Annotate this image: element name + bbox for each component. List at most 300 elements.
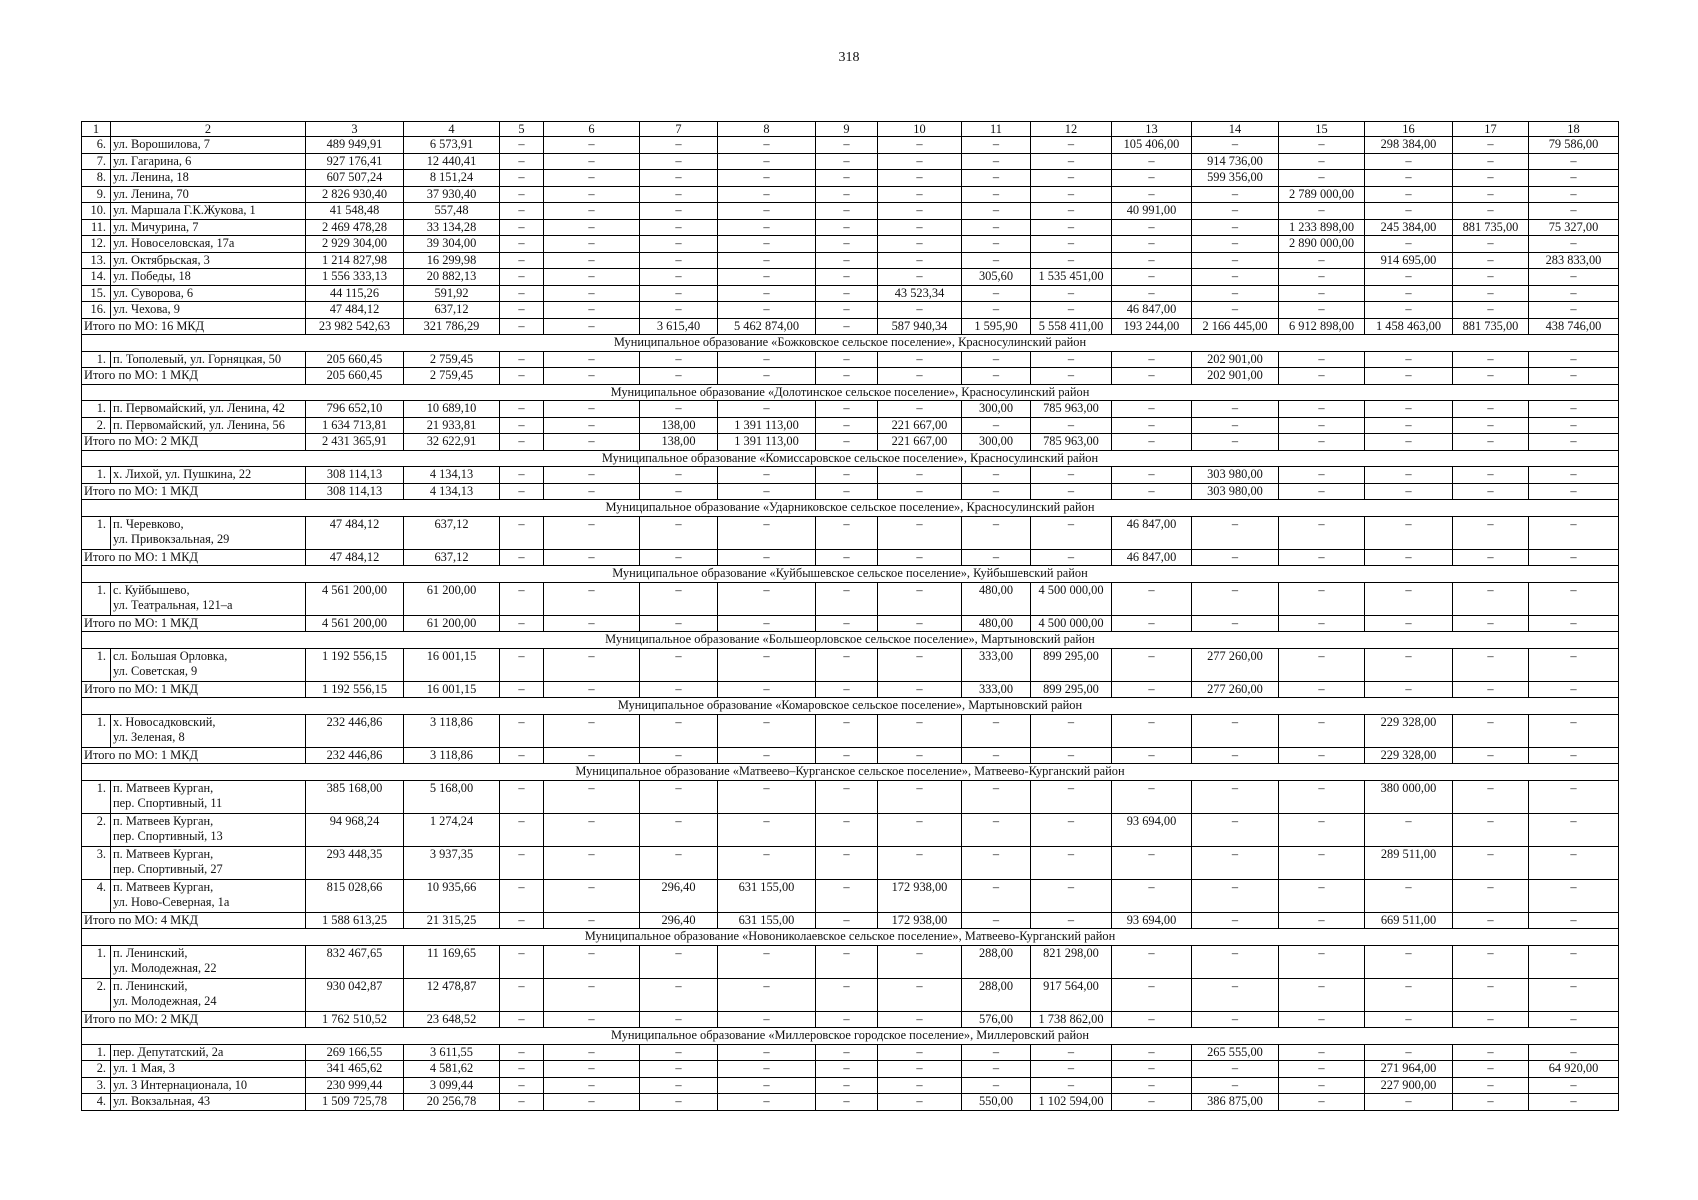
value-cell: – <box>1112 285 1192 302</box>
value-cell: 21 933,81 <box>404 417 500 434</box>
value-cell: – <box>1279 285 1365 302</box>
value-cell: – <box>500 203 544 220</box>
value-cell: 8 151,24 <box>404 170 500 187</box>
total-label: Итого по МО: 1 МКД <box>82 549 306 566</box>
total-value: – <box>500 747 544 764</box>
value-cell: – <box>544 516 640 549</box>
total-value: 5 558 411,00 <box>1031 318 1112 335</box>
total-value: – <box>718 549 816 566</box>
value-cell: – <box>1365 879 1453 912</box>
value-cell: – <box>718 1077 816 1094</box>
total-label: Итого по МО: 1 МКД <box>82 747 306 764</box>
value-cell: – <box>640 516 718 549</box>
value-cell: 550,00 <box>962 1094 1031 1111</box>
value-cell: – <box>544 1061 640 1078</box>
section-header-row <box>82 500 1619 517</box>
address-cell: п. Первомайский, ул. Ленина, 56 <box>111 417 306 434</box>
value-cell: – <box>1529 714 1619 747</box>
value-cell: – <box>1192 285 1279 302</box>
value-cell: 386 875,00 <box>1192 1094 1279 1111</box>
column-number: 13 <box>1112 122 1192 137</box>
total-value: – <box>962 368 1031 385</box>
total-value: – <box>500 483 544 500</box>
value-cell: – <box>878 153 962 170</box>
value-cell: – <box>544 186 640 203</box>
table-row <box>82 846 1619 879</box>
value-cell: – <box>1192 516 1279 549</box>
value-cell: – <box>962 1061 1031 1078</box>
value-cell: – <box>1453 351 1529 368</box>
value-cell: – <box>1279 302 1365 319</box>
value-cell: – <box>718 351 816 368</box>
value-cell: 271 964,00 <box>1365 1061 1453 1078</box>
table-row <box>82 137 1619 154</box>
value-cell: – <box>640 236 718 253</box>
total-value: 4 561 200,00 <box>306 615 404 632</box>
value-cell: – <box>1279 714 1365 747</box>
row-number: 15. <box>82 285 111 302</box>
row-number: 9. <box>82 186 111 203</box>
value-cell: – <box>1279 170 1365 187</box>
value-cell: – <box>544 252 640 269</box>
section-title: Муниципальное образование «Куйбышевское сельское поселение», Куйбышевский район <box>82 566 1619 583</box>
column-number: 17 <box>1453 122 1529 137</box>
total-value: – <box>500 434 544 451</box>
total-label: Итого по МО: 1 МКД <box>82 681 306 698</box>
total-value: 881 735,00 <box>1453 318 1529 335</box>
value-cell: – <box>718 846 816 879</box>
value-cell: 1 102 594,00 <box>1031 1094 1112 1111</box>
total-value: – <box>1279 615 1365 632</box>
value-cell: – <box>878 203 962 220</box>
total-value: – <box>1279 434 1365 451</box>
value-cell: 631 155,00 <box>718 879 816 912</box>
value-cell: – <box>1279 516 1365 549</box>
address-cell: х. Новосадковский, ул. Зеленая, 8 <box>111 714 306 747</box>
address-cell: ул. Октябрьская, 3 <box>111 252 306 269</box>
value-cell: 917 564,00 <box>1031 978 1112 1011</box>
total-value: – <box>1031 747 1112 764</box>
row-number: 1. <box>82 648 111 681</box>
total-value: 277 260,00 <box>1192 681 1279 698</box>
column-number-row <box>82 122 1619 137</box>
value-cell: – <box>1031 714 1112 747</box>
total-value: – <box>500 318 544 335</box>
value-cell: – <box>544 945 640 978</box>
value-cell: – <box>878 1061 962 1078</box>
address-cell: ул. Вокзальная, 43 <box>111 1094 306 1111</box>
value-cell: – <box>1192 1061 1279 1078</box>
value-cell: – <box>1112 780 1192 813</box>
value-cell: – <box>962 417 1031 434</box>
total-value: – <box>1031 483 1112 500</box>
value-cell: – <box>640 170 718 187</box>
address-cell: п. Черевково, ул. Привокзальная, 29 <box>111 516 306 549</box>
value-cell: – <box>1192 252 1279 269</box>
section-header-row <box>82 384 1619 401</box>
register-table <box>81 121 1619 1111</box>
column-number: 8 <box>718 122 816 137</box>
address-cell: ул. Гагарина, 6 <box>111 153 306 170</box>
total-value: – <box>1365 483 1453 500</box>
section-title: Муниципальное образование «Божковское сельское поселение», Красносулинский район <box>82 335 1619 352</box>
total-value: – <box>1453 747 1529 764</box>
total-value: – <box>1365 681 1453 698</box>
total-value: 202 901,00 <box>1192 368 1279 385</box>
value-cell: – <box>500 945 544 978</box>
address-cell: ул. Победы, 18 <box>111 269 306 286</box>
value-cell: 44 115,26 <box>306 285 404 302</box>
section-header-row <box>82 335 1619 352</box>
value-cell: – <box>1031 285 1112 302</box>
value-cell: – <box>544 269 640 286</box>
value-cell: – <box>1192 582 1279 615</box>
total-row <box>82 681 1619 698</box>
table-row <box>82 516 1619 549</box>
value-cell: – <box>1112 467 1192 484</box>
total-value: – <box>500 615 544 632</box>
value-cell: 227 900,00 <box>1365 1077 1453 1094</box>
value-cell: – <box>1279 203 1365 220</box>
total-value: 576,00 <box>962 1011 1031 1028</box>
value-cell: – <box>878 648 962 681</box>
value-cell: – <box>500 302 544 319</box>
total-value: 4 134,13 <box>404 483 500 500</box>
total-value: – <box>544 483 640 500</box>
value-cell: – <box>962 302 1031 319</box>
total-value: – <box>1529 1011 1619 1028</box>
value-cell: – <box>1192 203 1279 220</box>
value-cell: – <box>718 582 816 615</box>
value-cell: – <box>1453 170 1529 187</box>
value-cell: 3 937,35 <box>404 846 500 879</box>
address-cell: ул. Новоселовская, 17а <box>111 236 306 253</box>
value-cell: 914 736,00 <box>1192 153 1279 170</box>
value-cell: – <box>816 203 878 220</box>
total-value: – <box>1453 615 1529 632</box>
value-cell: 3 611,55 <box>404 1044 500 1061</box>
table-row <box>82 401 1619 418</box>
table-row <box>82 945 1619 978</box>
row-number: 3. <box>82 1077 111 1094</box>
total-value: 899 295,00 <box>1031 681 1112 698</box>
row-number: 1. <box>82 780 111 813</box>
total-value: – <box>640 1011 718 1028</box>
table-row <box>82 1077 1619 1094</box>
value-cell: – <box>1031 219 1112 236</box>
value-cell: – <box>816 285 878 302</box>
value-cell: – <box>1365 813 1453 846</box>
value-cell: – <box>1365 302 1453 319</box>
total-value: 1 762 510,52 <box>306 1011 404 1028</box>
total-value: – <box>1529 912 1619 929</box>
address-cell: п. Первомайский, ул. Ленина, 42 <box>111 401 306 418</box>
total-value: – <box>544 318 640 335</box>
value-cell: – <box>1453 153 1529 170</box>
value-cell: – <box>1112 1094 1192 1111</box>
value-cell: 39 304,00 <box>404 236 500 253</box>
value-cell: – <box>878 813 962 846</box>
value-cell: – <box>1112 1077 1192 1094</box>
value-cell: 832 467,65 <box>306 945 404 978</box>
value-cell: – <box>878 1044 962 1061</box>
value-cell: – <box>962 516 1031 549</box>
value-cell: – <box>1112 714 1192 747</box>
value-cell: – <box>640 467 718 484</box>
value-cell: – <box>500 137 544 154</box>
value-cell: – <box>1112 978 1192 1011</box>
value-cell: – <box>962 236 1031 253</box>
value-cell: – <box>1112 236 1192 253</box>
value-cell: – <box>1192 945 1279 978</box>
value-cell: – <box>718 1044 816 1061</box>
total-value: 229 328,00 <box>1365 747 1453 764</box>
total-value: – <box>500 1011 544 1028</box>
value-cell: – <box>718 1094 816 1111</box>
page-number: 318 <box>838 50 860 65</box>
value-cell: – <box>878 137 962 154</box>
table-row <box>82 252 1619 269</box>
table-row <box>82 1094 1619 1111</box>
value-cell: – <box>544 582 640 615</box>
value-cell: 12 478,87 <box>404 978 500 1011</box>
total-value: 232 446,86 <box>306 747 404 764</box>
value-cell: – <box>718 302 816 319</box>
value-cell: – <box>878 1094 962 1111</box>
table-row <box>82 219 1619 236</box>
value-cell: – <box>816 153 878 170</box>
row-number: 13. <box>82 252 111 269</box>
value-cell: – <box>1529 813 1619 846</box>
value-cell: – <box>878 302 962 319</box>
value-cell: – <box>1112 170 1192 187</box>
value-cell: – <box>816 846 878 879</box>
column-number: 15 <box>1279 122 1365 137</box>
row-number: 8. <box>82 170 111 187</box>
section-title: Муниципальное образование «Комиссаровское сельское поселение», Красносулинский район <box>82 450 1619 467</box>
value-cell: – <box>1279 467 1365 484</box>
value-cell: 1 634 713,81 <box>306 417 404 434</box>
total-value: 1 595,90 <box>962 318 1031 335</box>
section-title: Муниципальное образование «Комаровское сельское поселение», Мартыновский район <box>82 698 1619 715</box>
total-value: 637,12 <box>404 549 500 566</box>
total-value: 631 155,00 <box>718 912 816 929</box>
value-cell: – <box>1031 351 1112 368</box>
value-cell: – <box>1031 302 1112 319</box>
value-cell: – <box>1192 780 1279 813</box>
value-cell: – <box>1031 137 1112 154</box>
value-cell: – <box>1529 351 1619 368</box>
section-title: Муниципальное образование «Большеорловское сельское поселение», Мартыновский район <box>82 632 1619 649</box>
row-number: 1. <box>82 401 111 418</box>
value-cell: – <box>1453 417 1529 434</box>
value-cell: – <box>1279 401 1365 418</box>
value-cell: – <box>1453 203 1529 220</box>
value-cell: 205 660,45 <box>306 351 404 368</box>
total-value: – <box>816 368 878 385</box>
total-value: 23 648,52 <box>404 1011 500 1028</box>
table-row <box>82 170 1619 187</box>
value-cell: – <box>1529 945 1619 978</box>
value-cell: 20 256,78 <box>404 1094 500 1111</box>
value-cell: – <box>718 945 816 978</box>
value-cell: 821 298,00 <box>1031 945 1112 978</box>
total-value: 2 759,45 <box>404 368 500 385</box>
total-value: – <box>500 912 544 929</box>
value-cell: – <box>718 153 816 170</box>
value-cell: 230 999,44 <box>306 1077 404 1094</box>
total-value: – <box>718 681 816 698</box>
value-cell: – <box>1031 186 1112 203</box>
value-cell: 1 391 113,00 <box>718 417 816 434</box>
total-value: – <box>816 681 878 698</box>
value-cell: – <box>962 879 1031 912</box>
value-cell: – <box>1453 137 1529 154</box>
value-cell: – <box>544 137 640 154</box>
total-value: – <box>1112 368 1192 385</box>
total-value: 32 622,91 <box>404 434 500 451</box>
column-number: 6 <box>544 122 640 137</box>
table-row <box>82 203 1619 220</box>
value-cell: – <box>1279 137 1365 154</box>
table-row <box>82 582 1619 615</box>
total-value: – <box>544 912 640 929</box>
value-cell: – <box>1279 252 1365 269</box>
total-row <box>82 549 1619 566</box>
total-value: – <box>1192 912 1279 929</box>
value-cell: – <box>962 351 1031 368</box>
value-cell: – <box>816 417 878 434</box>
value-cell: – <box>878 945 962 978</box>
value-cell: 232 446,86 <box>306 714 404 747</box>
row-number: 12. <box>82 236 111 253</box>
address-cell: п. Матвеев Курган, ул. Ново-Северная, 1а <box>111 879 306 912</box>
value-cell: – <box>816 302 878 319</box>
value-cell: – <box>500 648 544 681</box>
total-value: – <box>718 747 816 764</box>
value-cell: – <box>1031 467 1112 484</box>
value-cell: – <box>1529 582 1619 615</box>
value-cell: – <box>878 236 962 253</box>
value-cell: – <box>500 1061 544 1078</box>
value-cell: – <box>1031 1044 1112 1061</box>
table-row <box>82 467 1619 484</box>
value-cell: – <box>816 351 878 368</box>
value-cell: – <box>544 401 640 418</box>
total-value: – <box>1529 368 1619 385</box>
value-cell: 202 901,00 <box>1192 351 1279 368</box>
value-cell: – <box>1192 236 1279 253</box>
value-cell: – <box>816 813 878 846</box>
value-cell: – <box>500 186 544 203</box>
value-cell: 33 134,28 <box>404 219 500 236</box>
value-cell: – <box>1529 302 1619 319</box>
value-cell: – <box>544 1077 640 1094</box>
value-cell: – <box>1529 846 1619 879</box>
value-cell: – <box>1529 1077 1619 1094</box>
value-cell: 2 469 478,28 <box>306 219 404 236</box>
value-cell: – <box>1453 846 1529 879</box>
value-cell: – <box>962 1077 1031 1094</box>
value-cell: 4 561 200,00 <box>306 582 404 615</box>
value-cell: – <box>1365 236 1453 253</box>
total-row <box>82 615 1619 632</box>
value-cell: – <box>878 1077 962 1094</box>
total-value: – <box>1453 434 1529 451</box>
value-cell: 12 440,41 <box>404 153 500 170</box>
row-number: 1. <box>82 714 111 747</box>
value-cell: 269 166,55 <box>306 1044 404 1061</box>
value-cell: – <box>1279 269 1365 286</box>
value-cell: – <box>718 219 816 236</box>
total-value: 4 500 000,00 <box>1031 615 1112 632</box>
total-value: – <box>718 1011 816 1028</box>
table-row <box>82 780 1619 813</box>
value-cell: 4 134,13 <box>404 467 500 484</box>
value-cell: – <box>1031 516 1112 549</box>
section-title: Муниципальное образование «Новониколаевское сельское поселение», Матвеево-Курганский район <box>82 929 1619 946</box>
table-row <box>82 417 1619 434</box>
value-cell: – <box>816 978 878 1011</box>
value-cell: – <box>500 153 544 170</box>
value-cell: – <box>878 582 962 615</box>
value-cell: – <box>640 401 718 418</box>
value-cell: – <box>1453 285 1529 302</box>
column-number: 10 <box>878 122 962 137</box>
total-value: 2 431 365,91 <box>306 434 404 451</box>
column-number: 2 <box>111 122 306 137</box>
value-cell: – <box>1529 153 1619 170</box>
total-value: – <box>878 368 962 385</box>
value-cell: – <box>1279 1077 1365 1094</box>
value-cell: – <box>1365 203 1453 220</box>
value-cell: 93 694,00 <box>1112 813 1192 846</box>
table-row <box>82 236 1619 253</box>
value-cell: – <box>816 219 878 236</box>
value-cell: 1 274,24 <box>404 813 500 846</box>
total-value: – <box>1365 434 1453 451</box>
total-value: – <box>1365 1011 1453 1028</box>
value-cell: – <box>1365 401 1453 418</box>
total-value: – <box>1279 1011 1365 1028</box>
value-cell: – <box>1192 219 1279 236</box>
value-cell: – <box>1453 945 1529 978</box>
total-value: 5 462 874,00 <box>718 318 816 335</box>
column-number: 18 <box>1529 122 1619 137</box>
value-cell: – <box>1192 846 1279 879</box>
section-title: Муниципальное образование «Ударниковское сельское поселение», Красносулинский район <box>82 500 1619 517</box>
value-cell: – <box>1365 516 1453 549</box>
total-row <box>82 912 1619 929</box>
total-value: – <box>878 747 962 764</box>
section-header-row <box>82 1028 1619 1045</box>
value-cell: – <box>718 269 816 286</box>
total-value: – <box>1192 747 1279 764</box>
total-value: 1 588 613,25 <box>306 912 404 929</box>
value-cell: – <box>544 780 640 813</box>
total-value: – <box>878 483 962 500</box>
total-row <box>82 318 1619 335</box>
value-cell: – <box>500 879 544 912</box>
value-cell: – <box>1279 648 1365 681</box>
value-cell: – <box>1112 648 1192 681</box>
value-cell: 277 260,00 <box>1192 648 1279 681</box>
address-cell: п. Матвеев Курган, пер. Спортивный, 27 <box>111 846 306 879</box>
value-cell: – <box>718 813 816 846</box>
total-value: – <box>816 549 878 566</box>
value-cell: – <box>1529 186 1619 203</box>
total-value: 1 192 556,15 <box>306 681 404 698</box>
